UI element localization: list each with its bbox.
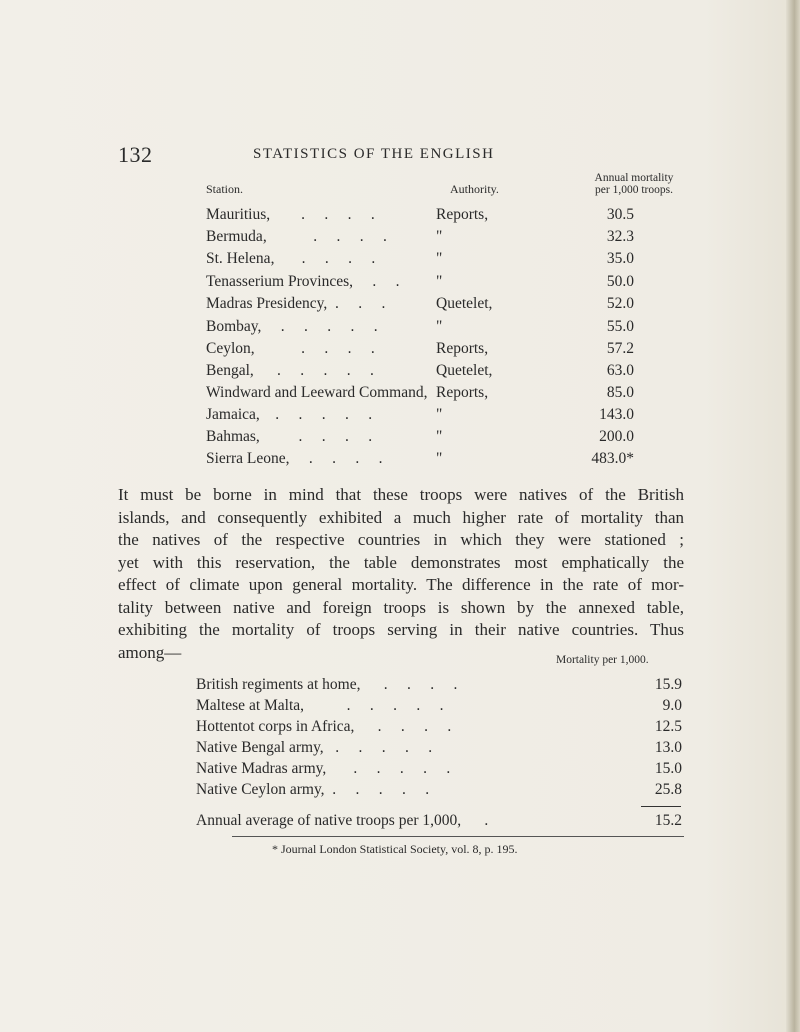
table-row: [0, 739, 800, 759]
authority-cell: ": [436, 406, 443, 423]
mortality-value: 15.9: [654, 676, 682, 693]
authority-cell: Reports,: [436, 206, 489, 223]
authority-cell: ": [436, 318, 443, 335]
station-cell: St. Helena, . . . .: [206, 250, 376, 267]
table-row: [0, 362, 800, 382]
table-row: [0, 228, 800, 248]
mortality-cell: 52.0: [606, 295, 634, 312]
average-value: 15.2: [654, 812, 682, 829]
table-row: [0, 697, 800, 717]
mortality-cell: 55.0: [606, 318, 634, 335]
mortality-per-1000-header: Mortality per 1,000.: [556, 654, 649, 666]
paragraph-line: It must be borne in mind that these troops were natives of the British: [118, 485, 684, 504]
authority-cell: ": [436, 273, 443, 290]
page-edge: [786, 0, 800, 1032]
paragraph-line: effect of climate upon general mortality. The difference in the rate of mor-: [118, 575, 684, 594]
mortality-cell: 57.2: [606, 340, 634, 357]
mortality-cell: 30.5: [606, 206, 634, 223]
station-column-header: Station.: [206, 182, 244, 196]
average-label: Annual average of native troops per 1,000, .: [196, 812, 489, 829]
authority-cell: ": [436, 450, 443, 467]
paragraph-line: yet with this reservation, the table demonstrates most emphatically the: [118, 552, 684, 572]
table-row: [0, 450, 800, 470]
station-cell: Ceylon, . . . .: [206, 340, 375, 357]
station-cell: Bahmas, . . . .: [206, 428, 373, 445]
station-cell: Tenasserium Provinces, . .: [206, 273, 400, 290]
table-row: [0, 428, 800, 448]
authority-cell: Quetelet,: [436, 362, 493, 379]
station-cell: Madras Presidency, . . .: [206, 295, 386, 312]
authority-cell: ": [436, 250, 443, 267]
station-cell: Mauritius, . . . .: [206, 206, 375, 223]
table-row: [0, 384, 800, 404]
running-head: STATISTICS OF THE ENGLISH: [253, 146, 495, 162]
mortality-value: 13.0: [654, 739, 682, 756]
sum-rule: [641, 806, 681, 807]
paragraph-line: exhibiting the mortality of troops serving in their native countries. Thus: [118, 620, 684, 639]
table-row: [0, 295, 800, 315]
station-cell: Bermuda, . . . .: [206, 228, 387, 245]
authority-cell: ": [436, 428, 443, 445]
mortality-value: 15.0: [654, 760, 682, 777]
authority-cell: Reports,: [436, 384, 489, 401]
mortality-value: 12.5: [654, 718, 682, 735]
authority-cell: Reports,: [436, 340, 489, 357]
table-row: [0, 718, 800, 738]
paragraph-line: islands, and consequently exhibited a much higher rate of mortality than: [118, 507, 684, 527]
authority-cell: ": [436, 228, 443, 245]
mortality-value: 9.0: [662, 697, 682, 714]
mortality-cell: 85.0: [606, 384, 634, 401]
table-row: [0, 250, 800, 270]
station-cell: Windward and Leeward Command,: [206, 384, 428, 401]
table-row: [0, 206, 800, 226]
troop-label: Maltese at Malta, . . . . .: [196, 697, 444, 714]
troop-label: Native Bengal army, . . . . .: [196, 739, 433, 756]
average-row: [0, 812, 800, 832]
table-row: [0, 676, 800, 696]
troop-label: Native Ceylon army, . . . . .: [196, 781, 430, 798]
footnote-rule: [232, 836, 684, 837]
authority-cell: Quetelet,: [436, 295, 493, 312]
mortality-cell: 32.3: [606, 228, 634, 245]
station-cell: Sierra Leone, . . . .: [206, 450, 383, 467]
troop-label: Native Madras army, . . . . .: [196, 760, 451, 777]
troop-label: British regiments at home, . . . .: [196, 676, 458, 693]
mortality-cell: 143.0: [599, 406, 634, 423]
page-number: 132: [118, 142, 153, 167]
authority-column-header: Authority.: [450, 182, 499, 196]
table-row: [0, 760, 800, 780]
footnote: * Journal London Statistical Society, vol. 8, p. 195.: [272, 842, 518, 856]
station-cell: Jamaica, . . . . .: [206, 406, 373, 423]
table-row: [0, 340, 800, 360]
station-cell: Bengal, . . . . .: [206, 362, 374, 379]
table-row: [0, 273, 800, 293]
mortality-cell: 35.0: [606, 250, 634, 267]
paragraph-line: among—: [118, 642, 182, 662]
body-paragraph: [118, 484, 684, 664]
troop-label: Hottentot corps in Africa, . . . .: [196, 718, 452, 735]
mortality-header-line-2: per 1,000 troops.: [595, 184, 673, 196]
mortality-header-line-1: Annual mortality: [594, 172, 674, 184]
mortality-cell: 63.0: [606, 362, 634, 379]
mortality-value: 25.8: [654, 781, 682, 798]
mortality-cell: 50.0: [606, 273, 634, 290]
table-row: [0, 318, 800, 338]
mortality-cell: 200.0: [599, 428, 634, 445]
station-cell: Bombay, . . . . .: [206, 318, 378, 335]
mortality-column-header: [574, 172, 694, 196]
paragraph-line: the natives of the respective countries in which they were stationed ;: [118, 530, 684, 549]
table-row: [0, 406, 800, 426]
mortality-cell: 483.0*: [591, 450, 634, 467]
table-row: [0, 781, 800, 801]
paragraph-line: tality between native and foreign troops is shown by the annexed table,: [118, 597, 684, 617]
